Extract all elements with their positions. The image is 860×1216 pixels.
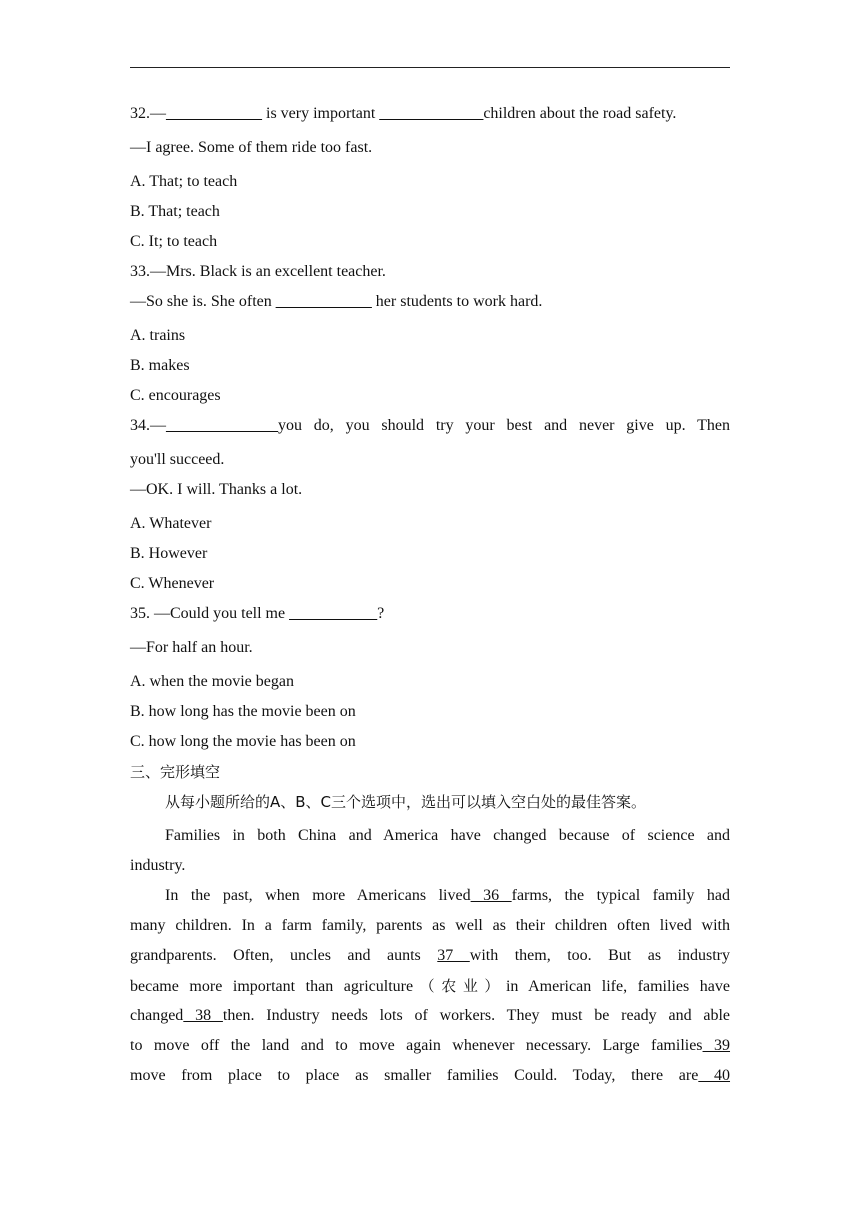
question-34-reply: —OK. I will. Thanks a lot. bbox=[130, 481, 303, 498]
passage-line: move from place to place as smaller families Could. Today, there are 40 bbox=[130, 1067, 731, 1084]
passage-line: Families in both China and America have changed because of science and bbox=[165, 827, 730, 844]
question-34-stem-cont: you'll succeed. bbox=[130, 451, 225, 468]
option-a: A. when the movie began bbox=[130, 673, 294, 690]
header-rule bbox=[130, 67, 730, 68]
answer-blank: _____________ bbox=[379, 105, 484, 122]
option-a: A. trains bbox=[130, 327, 186, 344]
option-c: C. how long the movie has been on bbox=[130, 733, 356, 750]
worksheet-body bbox=[130, 99, 730, 1091]
answer-blank: ____________ bbox=[166, 105, 262, 122]
question-32-stem: 32.—____________ is very important _____________children about the road safety. bbox=[130, 105, 677, 122]
option-b: B. However bbox=[130, 545, 208, 562]
question-34-stem: 34.—______________you do, you should try your best and never give up. Then bbox=[130, 417, 730, 434]
passage-line: became more important than agriculture（农业）in American life, families have bbox=[130, 977, 730, 995]
answer-blank: ___________ bbox=[289, 605, 378, 622]
passage-line: to move off the land and to move again whenever necessary. Large families 39 bbox=[130, 1037, 731, 1054]
cloze-blank-38: 38 bbox=[183, 1007, 223, 1024]
passage-line: grandparents. Often, uncles and aunts 37 with them, too. But as industry bbox=[130, 947, 731, 964]
answer-blank: ______________ bbox=[166, 417, 278, 434]
cloze-blank-37: 37 bbox=[437, 947, 470, 964]
option-a: A. Whatever bbox=[130, 515, 212, 532]
option-c: C. Whenever bbox=[130, 575, 215, 592]
section-heading: 三、完形填空 bbox=[130, 763, 221, 781]
option-b: B. That; teach bbox=[130, 203, 220, 220]
option-c: C. encourages bbox=[130, 387, 221, 404]
passage-line: In the past, when more Americans lived 36 farms, the typical family had bbox=[165, 887, 731, 904]
answer-blank: ____________ bbox=[275, 293, 372, 310]
option-b: B. how long has the movie been on bbox=[130, 703, 356, 720]
question-33-stem: 33.—Mrs. Black is an excellent teacher. bbox=[130, 263, 386, 280]
option-a: A. That; to teach bbox=[130, 173, 238, 190]
question-33-reply: —So she is. She often ____________ her students to work hard. bbox=[130, 293, 543, 310]
cloze-blank-39: 39 bbox=[702, 1037, 731, 1054]
option-c: C. It; to teach bbox=[130, 233, 218, 250]
cloze-blank-40: 40 bbox=[698, 1067, 731, 1084]
passage-line: many children. In a farm family, parents as well as their children often lived with bbox=[130, 917, 730, 934]
question-32-reply: —I agree. Some of them ride too fast. bbox=[130, 139, 373, 156]
question-35-stem: 35. —Could you tell me ___________? bbox=[130, 605, 385, 622]
section-instruction: 从每小题所给的A、B、C三个选项中，选出可以填入空白处的最佳答案。 bbox=[165, 793, 647, 811]
passage-line: industry. bbox=[130, 857, 186, 874]
passage-line: changed 38 then. Industry needs lots of workers. They must be ready and able bbox=[130, 1007, 731, 1024]
question-35-reply: —For half an hour. bbox=[130, 639, 253, 656]
cloze-blank-36: 36 bbox=[470, 887, 512, 904]
option-b: B. makes bbox=[130, 357, 190, 374]
